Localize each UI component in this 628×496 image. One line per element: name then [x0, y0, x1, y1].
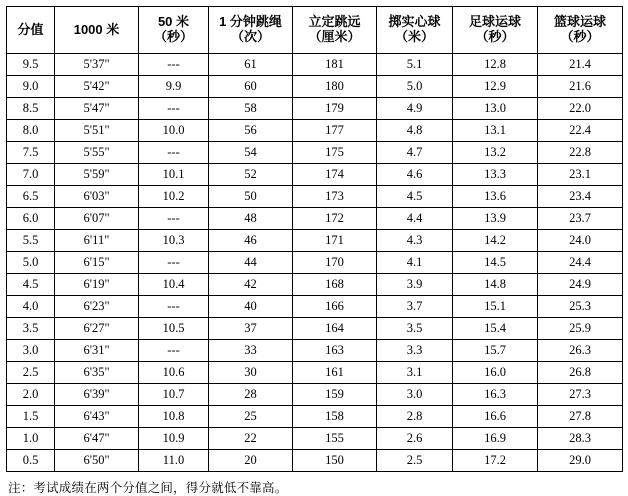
table-cell: 6'31": [55, 340, 139, 362]
table-cell: 29.0: [538, 450, 623, 472]
table-row: [7, 318, 623, 340]
table-cell: 13.6: [453, 186, 538, 208]
table-cell: 40: [209, 296, 293, 318]
column-header-2: [139, 7, 209, 54]
table-cell: ---: [139, 340, 209, 362]
table-cell: 13.9: [453, 208, 538, 230]
column-header-1: [55, 7, 139, 54]
table-cell: 16.9: [453, 428, 538, 450]
table-cell: 170: [293, 252, 377, 274]
table-cell: 166: [293, 296, 377, 318]
table-cell: 4.8: [377, 120, 453, 142]
table-cell: 28.3: [538, 428, 623, 450]
table-cell: 10.1: [139, 164, 209, 186]
table-cell: ---: [139, 54, 209, 76]
table-cell: 10.5: [139, 318, 209, 340]
table-cell: 23.7: [538, 208, 623, 230]
column-header-4: [293, 7, 377, 54]
table-cell: 6'07": [55, 208, 139, 230]
table-cell: 2.8: [377, 406, 453, 428]
table-cell: 3.1: [377, 362, 453, 384]
table-cell: 10.0: [139, 120, 209, 142]
table-row: [7, 120, 623, 142]
table-cell: ---: [139, 142, 209, 164]
table-cell: 5'42": [55, 76, 139, 98]
column-header-line: （次）: [230, 29, 270, 44]
table-cell: 13.0: [453, 98, 538, 120]
table-cell: 5.1: [377, 54, 453, 76]
table-row: [7, 406, 623, 428]
table-cell: 20: [209, 450, 293, 472]
table-cell: 10.9: [139, 428, 209, 450]
table-cell: 26.8: [538, 362, 623, 384]
table-cell: 6'35": [55, 362, 139, 384]
column-header-7: [538, 7, 623, 54]
header-row: [7, 7, 623, 54]
column-header-line: 篮球运球: [553, 14, 606, 30]
column-header-line: 分值: [17, 21, 44, 37]
table-cell: 6'19": [55, 274, 139, 296]
table-cell: 9.9: [139, 76, 209, 98]
table-cell: 15.4: [453, 318, 538, 340]
table-cell: 5.0: [7, 252, 55, 274]
table-cell: 5'51": [55, 120, 139, 142]
table-cell: 37: [209, 318, 293, 340]
column-header-line: 足球运球: [468, 14, 521, 30]
column-header-line: 1000 米: [73, 21, 120, 37]
table-row: [7, 54, 623, 76]
table-cell: 4.5: [7, 274, 55, 296]
table-cell: 155: [293, 428, 377, 450]
table-cell: 163: [293, 340, 377, 362]
table-row: [7, 428, 623, 450]
table-cell: 42: [209, 274, 293, 296]
table-cell: 2.6: [377, 428, 453, 450]
table-cell: 172: [293, 208, 377, 230]
table-cell: 10.2: [139, 186, 209, 208]
table-row: [7, 76, 623, 98]
table-cell: 2.0: [7, 384, 55, 406]
table-cell: 5'47": [55, 98, 139, 120]
table-cell: 22.0: [538, 98, 623, 120]
table-cell: 44: [209, 252, 293, 274]
table-cell: 4.6: [377, 164, 453, 186]
table-cell: 12.9: [453, 76, 538, 98]
table-cell: 171: [293, 230, 377, 252]
table-cell: 24.9: [538, 274, 623, 296]
table-cell: 1.5: [7, 406, 55, 428]
table-cell: 54: [209, 142, 293, 164]
table-cell: 3.0: [377, 384, 453, 406]
table-cell: 23.1: [538, 164, 623, 186]
table-cell: 23.4: [538, 186, 623, 208]
table-cell: 5.5: [7, 230, 55, 252]
table-cell: 14.8: [453, 274, 538, 296]
table-row: [7, 98, 623, 120]
table-cell: 6.0: [7, 208, 55, 230]
table-row: [7, 296, 623, 318]
table-row: [7, 164, 623, 186]
column-header-line: 50 米: [157, 14, 190, 30]
table-cell: 5'59": [55, 164, 139, 186]
table-row: [7, 274, 623, 296]
table-cell: 15.1: [453, 296, 538, 318]
table-cell: 24.4: [538, 252, 623, 274]
table-cell: 22.8: [538, 142, 623, 164]
table-cell: 13.2: [453, 142, 538, 164]
column-header-line: （秒）: [153, 29, 193, 44]
table-cell: 9.5: [7, 54, 55, 76]
table-cell: 3.0: [7, 340, 55, 362]
table-cell: 3.9: [377, 274, 453, 296]
table-row: [7, 186, 623, 208]
column-header-line: （厘米）: [308, 29, 361, 44]
table-cell: 10.3: [139, 230, 209, 252]
table-cell: 2.5: [7, 362, 55, 384]
table-cell: 168: [293, 274, 377, 296]
column-header-line: 1 分钟跳绳: [219, 14, 282, 30]
table-row: [7, 252, 623, 274]
table-cell: 16.3: [453, 384, 538, 406]
table-cell: 150: [293, 450, 377, 472]
table-cell: 6'03": [55, 186, 139, 208]
column-header-line: （米）: [394, 29, 434, 44]
table-cell: 28: [209, 384, 293, 406]
table-cell: 61: [209, 54, 293, 76]
table-cell: 4.1: [377, 252, 453, 274]
table-cell: 25: [209, 406, 293, 428]
table-cell: 3.7: [377, 296, 453, 318]
table-cell: 58: [209, 98, 293, 120]
table-cell: 16.0: [453, 362, 538, 384]
column-header-3: [209, 7, 293, 54]
table-cell: 14.5: [453, 252, 538, 274]
table-cell: 22: [209, 428, 293, 450]
table-cell: 6'50": [55, 450, 139, 472]
table-cell: 30: [209, 362, 293, 384]
physical-fitness-score-table: [6, 6, 623, 472]
table-cell: 16.6: [453, 406, 538, 428]
table-cell: 27.8: [538, 406, 623, 428]
column-header-0: [7, 7, 55, 54]
column-header-line: （秒）: [560, 29, 600, 44]
column-header-line: （秒）: [475, 29, 515, 44]
table-cell: 5.0: [377, 76, 453, 98]
table-cell: 174: [293, 164, 377, 186]
table-cell: 3.5: [7, 318, 55, 340]
table-row: [7, 340, 623, 362]
table-cell: 4.9: [377, 98, 453, 120]
table-cell: 179: [293, 98, 377, 120]
table-cell: 6.5: [7, 186, 55, 208]
table-cell: 175: [293, 142, 377, 164]
column-header-line: 掷实心球: [388, 14, 441, 30]
table-cell: 6'27": [55, 318, 139, 340]
table-cell: 10.7: [139, 384, 209, 406]
table-cell: 26.3: [538, 340, 623, 362]
table-row: [7, 384, 623, 406]
column-header-6: [453, 7, 538, 54]
table-cell: 15.7: [453, 340, 538, 362]
table-cell: 17.2: [453, 450, 538, 472]
table-row: [7, 208, 623, 230]
table-cell: 24.0: [538, 230, 623, 252]
table-cell: 13.3: [453, 164, 538, 186]
table-cell: 10.6: [139, 362, 209, 384]
table-cell: 48: [209, 208, 293, 230]
table-cell: 6'47": [55, 428, 139, 450]
table-cell: ---: [139, 208, 209, 230]
table-cell: 3.5: [377, 318, 453, 340]
table-note: 注：考试成绩在两个分值之间，得分就低不靠高。: [8, 481, 288, 495]
table-cell: 6'11": [55, 230, 139, 252]
table-cell: 4.3: [377, 230, 453, 252]
table-cell: 21.6: [538, 76, 623, 98]
table-row: [7, 362, 623, 384]
table-cell: 9.0: [7, 76, 55, 98]
table-cell: 173: [293, 186, 377, 208]
table-cell: 25.3: [538, 296, 623, 318]
table-row: [7, 142, 623, 164]
table-cell: 164: [293, 318, 377, 340]
table-cell: 50: [209, 186, 293, 208]
column-header-line: 立定跳远: [308, 14, 361, 30]
table-cell: 8.5: [7, 98, 55, 120]
table-cell: 161: [293, 362, 377, 384]
table-cell: 7.0: [7, 164, 55, 186]
table-header: [7, 7, 623, 54]
table-cell: 1.0: [7, 428, 55, 450]
table-cell: 10.8: [139, 406, 209, 428]
column-header-5: [377, 7, 453, 54]
table-cell: 52: [209, 164, 293, 186]
table-row: [7, 230, 623, 252]
table-cell: 8.0: [7, 120, 55, 142]
table-cell: 180: [293, 76, 377, 98]
table-cell: ---: [139, 98, 209, 120]
table-cell: 4.4: [377, 208, 453, 230]
table-cell: 56: [209, 120, 293, 142]
table-cell: 14.2: [453, 230, 538, 252]
table-cell: 3.3: [377, 340, 453, 362]
table-cell: 22.4: [538, 120, 623, 142]
table-cell: 46: [209, 230, 293, 252]
table-cell: 177: [293, 120, 377, 142]
table-cell: 11.0: [139, 450, 209, 472]
table-cell: ---: [139, 296, 209, 318]
table-cell: 6'39": [55, 384, 139, 406]
table-cell: 4.5: [377, 186, 453, 208]
table-cell: 6'15": [55, 252, 139, 274]
table-cell: 12.8: [453, 54, 538, 76]
table-cell: 25.9: [538, 318, 623, 340]
table-cell: 4.7: [377, 142, 453, 164]
table-body: [7, 54, 623, 472]
table-cell: 21.4: [538, 54, 623, 76]
table-cell: 181: [293, 54, 377, 76]
table-cell: 6'23": [55, 296, 139, 318]
table-cell: 6'43": [55, 406, 139, 428]
table-cell: 5'37": [55, 54, 139, 76]
table-cell: 2.5: [377, 450, 453, 472]
table-cell: 4.0: [7, 296, 55, 318]
table-cell: 5'55": [55, 142, 139, 164]
table-cell: 33: [209, 340, 293, 362]
table-cell: ---: [139, 252, 209, 274]
table-cell: 27.3: [538, 384, 623, 406]
table-cell: 60: [209, 76, 293, 98]
table-cell: 13.1: [453, 120, 538, 142]
table-cell: 0.5: [7, 450, 55, 472]
table-cell: 10.4: [139, 274, 209, 296]
table-cell: 158: [293, 406, 377, 428]
table-cell: 7.5: [7, 142, 55, 164]
table-cell: 159: [293, 384, 377, 406]
